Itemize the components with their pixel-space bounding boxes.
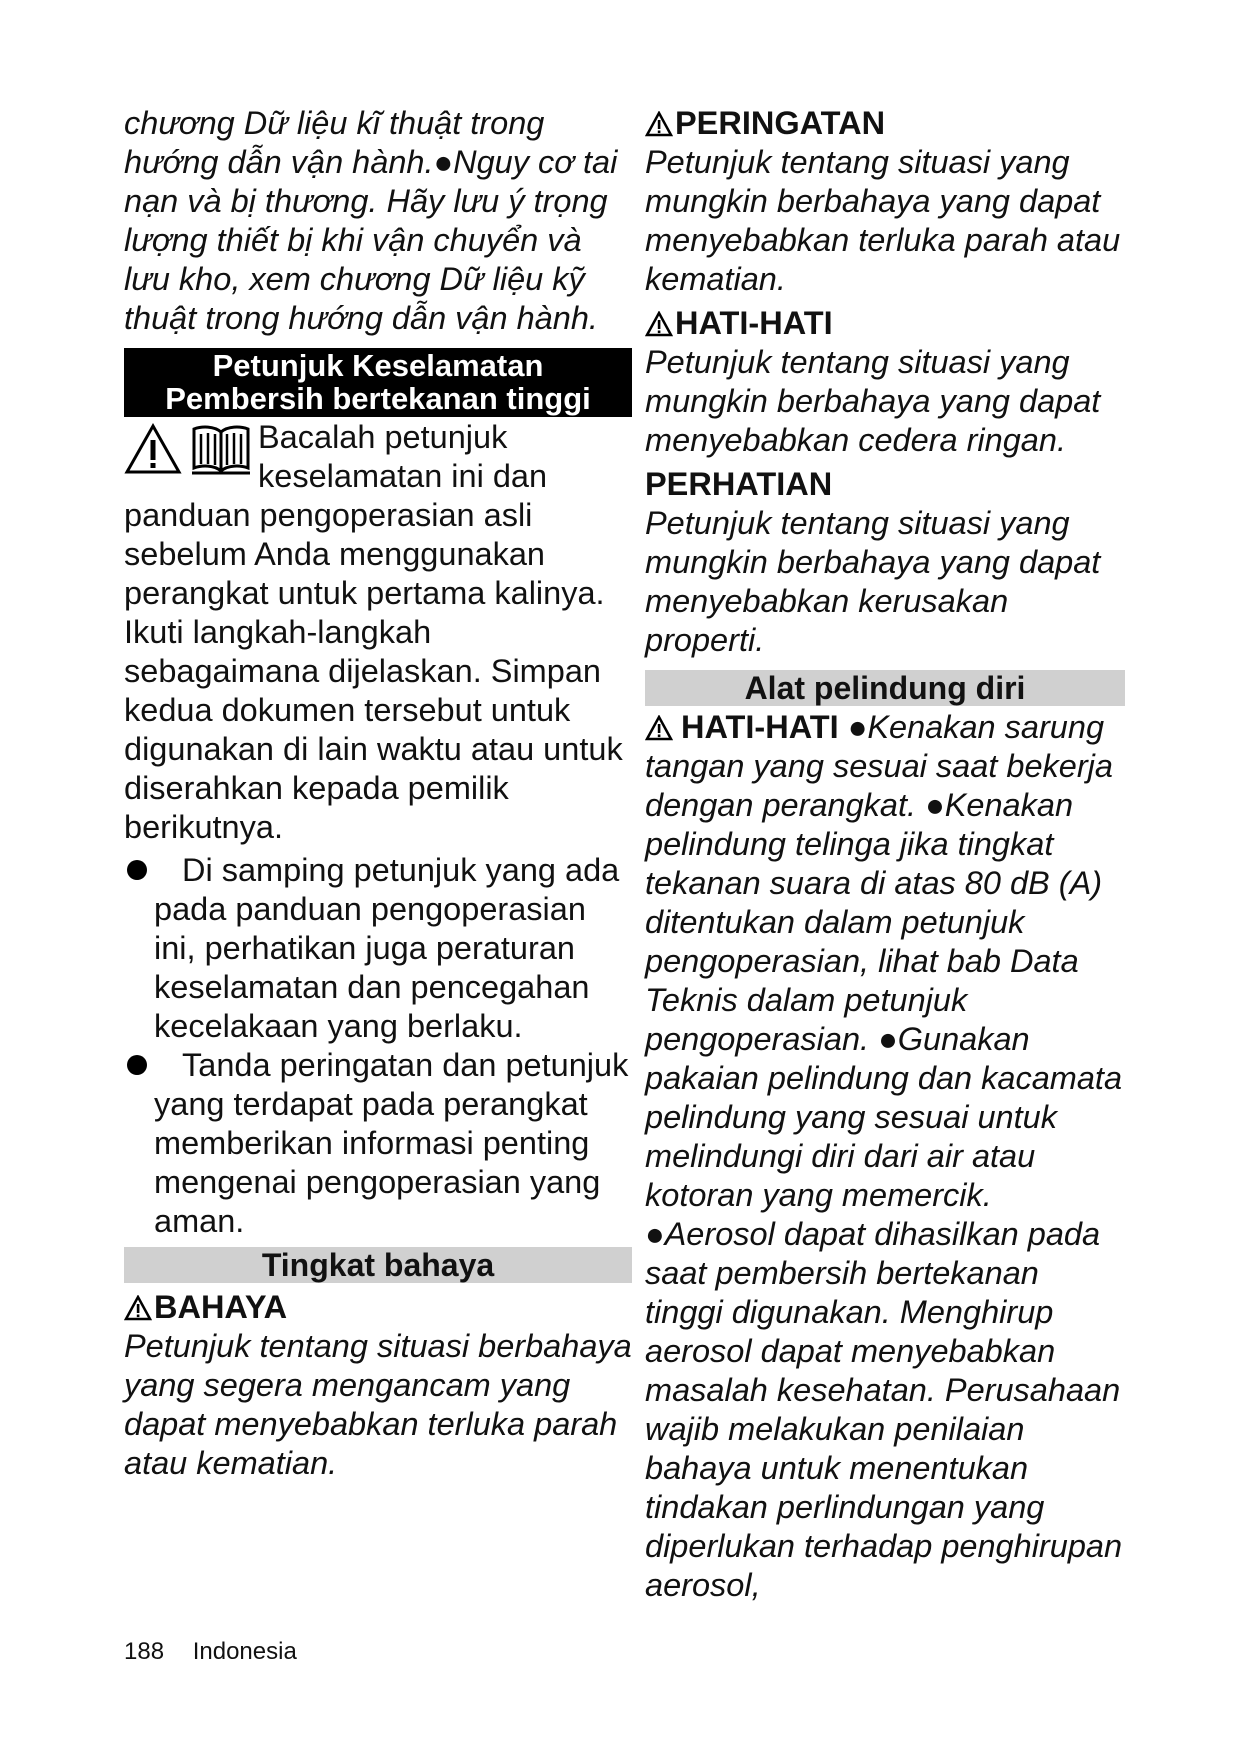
bullet-icon — [127, 860, 147, 880]
bahaya-text: Petunjuk tentang situasi berbahaya yang segera mengancam yang dapat menyebabkan terluka parah atau kematian. — [124, 1328, 632, 1481]
footer-language: Indonesia — [192, 1638, 297, 1665]
warning-triangle-icon — [124, 1295, 152, 1321]
vietnamese-text: chương Dữ liệu kĩ thuật trong hướng dẫn vận hành.●Nguy cơ tai nạn và bị thương. Hãy lưu ý trọng lượng thiết bị khi vận chuyển và lưu kho, xem chương Dữ liệu kỹ thuật trong hướng dẫn vận hành. — [124, 105, 618, 336]
warning-triangle-icon — [124, 422, 182, 476]
intro-block — [124, 418, 632, 847]
danger-level-header: Tingkat bahaya — [124, 1247, 632, 1283]
ppe-header: Alat pelindung diri — [645, 670, 1125, 706]
safety-header-line2: Pembersih bertekanan tinggi — [165, 381, 591, 416]
perhatian-heading: PERHATIAN — [645, 466, 833, 502]
intro-text: Bacalah petunjuk keselamatan ini dan panduan pengoperasian asli sebelum Anda menggunakan perangkat untuk pertama kalinya. Ikuti langkah-langkah sebagaimana dijelaskan. Simpan kedua dokumen tersebut untuk digunakan di lain waktu atau untuk diserahkan kepada pemilik berikutnya. — [124, 419, 623, 845]
bullet-icon — [127, 1055, 147, 1075]
warning-triangle-icon — [645, 715, 673, 741]
hati-hati-heading: HATI-HATI — [645, 304, 1125, 343]
hati-hati-text: Petunjuk tentang situasi yang mungkin berbahaya yang dapat menyebabkan cedera ringan. — [645, 344, 1101, 458]
perhatian-text: Petunjuk tentang situasi yang mungkin berbahaya yang dapat menyebabkan kerusakan properti. — [645, 505, 1101, 658]
list-item: Di samping petunjuk yang ada pada panduan pengoperasian ini, perhatikan juga peraturan keselamatan dan pencegahan kecelakaan yang berlaku. — [124, 851, 632, 1046]
warning-triangle-icon — [645, 111, 673, 137]
safety-bullet-list — [124, 851, 632, 1241]
safety-header-line1: Petunjuk Keselamatan — [212, 348, 544, 383]
ppe-hati-hati-label: HATI-HATI — [681, 709, 839, 745]
page-footer — [124, 1638, 319, 1666]
warning-triangle-icon — [645, 311, 673, 337]
left-column — [124, 104, 632, 1483]
ppe-text-block — [645, 708, 1125, 1605]
safety-header — [124, 348, 632, 417]
manual-book-icon — [190, 422, 252, 476]
peringatan-text: Petunjuk tentang situasi yang mungkin berbahaya yang dapat menyebabkan terluka parah atau kematian. — [645, 144, 1121, 297]
ppe-text: ●Kenakan sarung tangan yang sesuai saat bekerja dengan perangkat. ●Kenakan pelindung telinga jika tingkat tekanan suara di atas 80 dB (A) ditentukan dalam petunjuk pengoperasian, lihat bab Data Teknis dalam petunjuk pengoperasian. ●Gunakan pakaian pelindung dan kacamata pelindung yang sesuai untuk melindungi diri dari air atau kotoran yang memercik. ●Aerosol dapat dihasilkan pada saat pembersih bertekanan tinggi digunakan. Menghirup aerosol dapat menyebabkan masalah kesehatan. Perusahaan wajib melakukan penilaian bahaya untuk menentukan tindakan perlindungan yang diperlukan terhadap penghirupan aerosol, — [645, 709, 1123, 1603]
right-column — [645, 104, 1125, 1605]
page-number: 188 — [124, 1638, 165, 1665]
list-item: Tanda peringatan dan petunjuk yang terdapat pada perangkat memberikan informasi penting mengenai pengoperasian yang aman. — [124, 1046, 632, 1241]
peringatan-heading: PERINGATAN — [645, 104, 1125, 143]
intro-icons — [124, 422, 252, 482]
bahaya-heading: BAHAYA — [124, 1288, 632, 1327]
